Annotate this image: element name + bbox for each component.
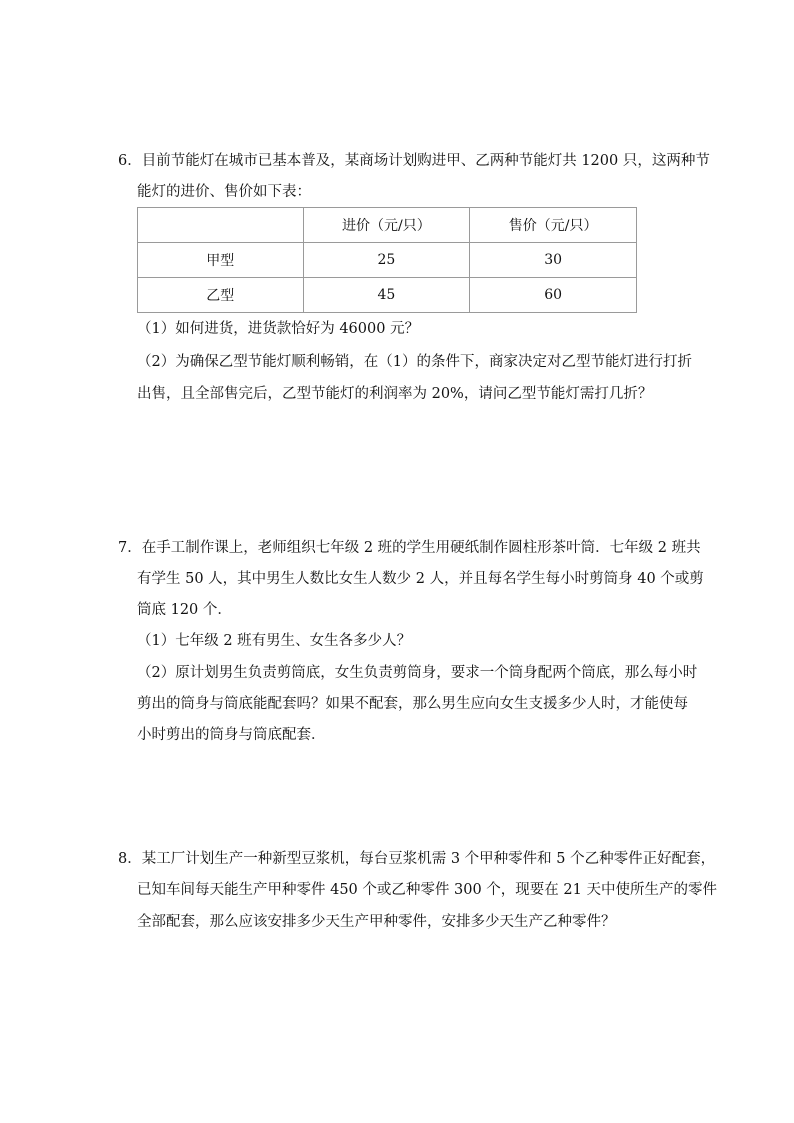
table-row — [138, 243, 637, 278]
q7-subquestion-2-line-1: （2）原计划男生负责剪筒底，女生负责剪筒身，要求一个筒身配两个筒底，那么每小时 — [137, 665, 698, 681]
q8-stem-line-1: 8．某工厂计划生产一种新型豆浆机，每台豆浆机需 3 个甲种零件和 5 个乙种零件正好配套， — [118, 851, 716, 867]
q7-stem-line-1: 7．在手工制作课上，老师组织七年级 2 班的学生用硬纸制作圆柱形茶叶筒．七年级 2 班共 — [118, 540, 701, 556]
q6-price-table — [137, 207, 637, 313]
q6-stem-line-2: 能灯的进价、售价如下表： — [137, 184, 311, 200]
table-cell: 乙型 — [138, 278, 304, 313]
q6-subquestion-2-line-1: （2）为确保乙型节能灯顺利畅销，在（1）的条件下，商家决定对乙型节能灯进行打折 — [137, 354, 692, 370]
q8-stem-line-3: 全部配套，那么应该安排多少天生产甲种零件，安排多少天生产乙种零件？ — [137, 914, 616, 930]
table-header-row — [138, 208, 637, 243]
table-cell: 25 — [303, 243, 470, 278]
q7-stem-line-2: 有学生 50 人，其中男生人数比女生人数少 2 人，并且每名学生每小时剪筒身 40 个或剪 — [137, 571, 704, 587]
table-cell: 45 — [303, 278, 470, 313]
table-cell: 甲型 — [138, 243, 304, 278]
q7-subquestion-2-line-3: 小时剪出的筒身与筒底配套． — [137, 727, 326, 743]
q7-subquestion-2-line-2: 剪出的筒身与筒底能配套吗？如果不配套，那么男生应向女生支援多少人时，才能使每 — [137, 696, 688, 712]
q7-stem-line-3: 筒底 120 个． — [137, 602, 232, 618]
q6-subquestion-1: （1）如何进货，进货款恰好为 46000 元？ — [137, 321, 420, 337]
q8-stem-line-2: 已知车间每天能生产甲种零件 450 个或乙种零件 300 个，现要在 21 天中使所生产的零件 — [137, 882, 717, 898]
q7-subquestion-1: （1）七年级 2 班有男生、女生各多少人？ — [137, 633, 412, 649]
table-header-cell: 进价（元/只） — [303, 208, 470, 243]
table-cell: 30 — [470, 243, 637, 278]
table-row — [138, 278, 637, 313]
q6-subquestion-2-line-2: 出售，且全部售完后，乙型节能灯的利润率为 20%，请问乙型节能灯需打几折？ — [137, 386, 653, 402]
table-header-cell — [138, 208, 304, 243]
q6-stem-line-1: 6．目前节能灯在城市已基本普及，某商场计划购进甲、乙两种节能灯共 1200 只，这两种节 — [118, 153, 710, 169]
table-header-cell: 售价（元/只） — [470, 208, 637, 243]
table-cell: 60 — [470, 278, 637, 313]
